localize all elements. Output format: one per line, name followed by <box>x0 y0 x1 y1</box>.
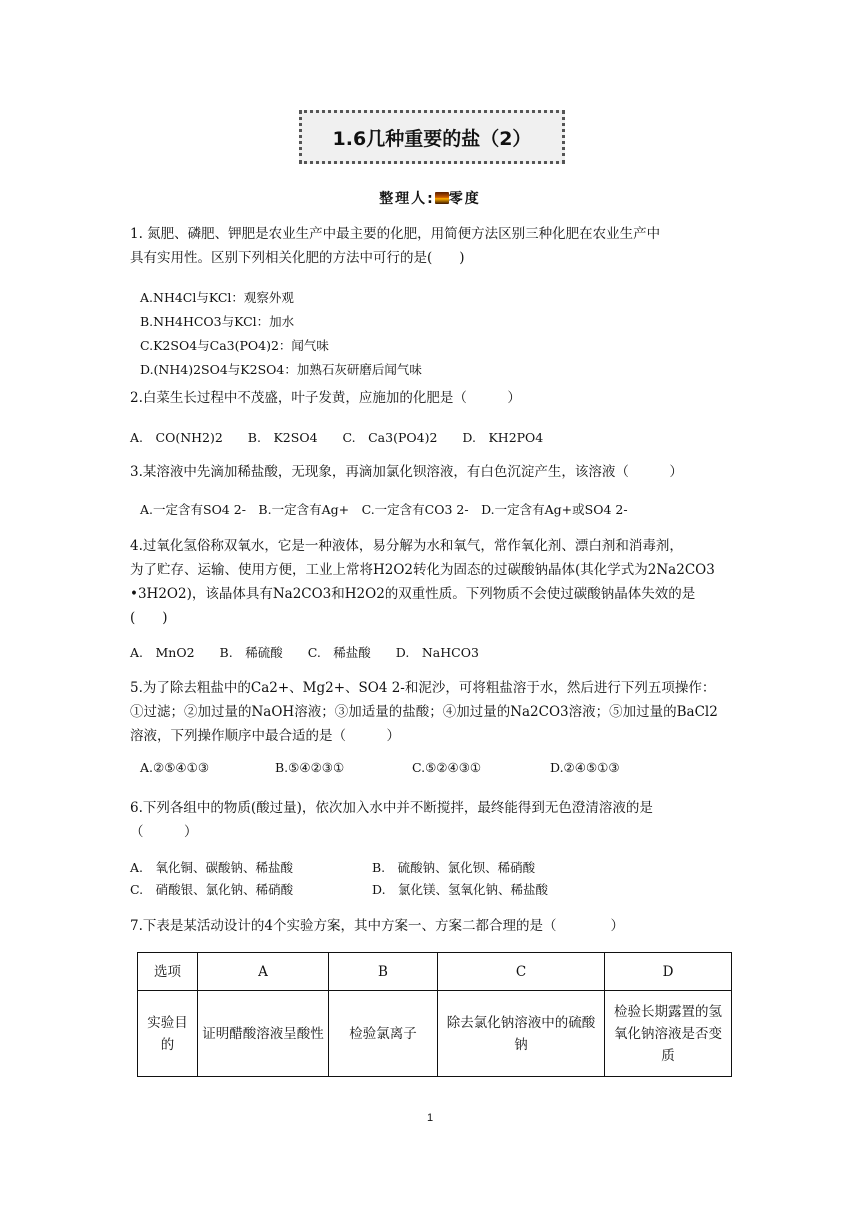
sunset-icon <box>435 192 449 204</box>
table-header-cell: B <box>329 953 438 991</box>
title-box <box>299 110 565 164</box>
author-name: 零度 <box>448 191 481 207</box>
question-7 <box>130 914 750 938</box>
q2-options: A. CO(NH2)2 B. K2SO4 C. Ca3(PO4)2 D. KH2PO4 <box>130 430 544 445</box>
q5-option-a: A.②⑤④①③ <box>140 760 210 775</box>
q4-stem-line4: ( ) <box>130 610 168 626</box>
q6-stem-line2: （ ） <box>130 824 198 840</box>
q5-stem-line3: 溶液，下列操作顺序中最合适的是（ ） <box>130 728 400 744</box>
table-header-cell: C <box>438 953 605 991</box>
author-line <box>0 188 860 208</box>
q6-option-b: B. 硫酸钠、氯化钡、稀硝酸 <box>372 860 536 875</box>
q1-option-b: B.NH4HCO3与KCl：加水 <box>140 314 295 329</box>
question-1 <box>130 222 750 270</box>
q5-option-d: D.②④⑤①③ <box>550 760 620 775</box>
table-row <box>138 991 732 1077</box>
q5-stem-line2: ①过滤；②加过量的NaOH溶液；③加适量的盐酸；④加过量的Na2CO3溶液；⑤加过量的BaCl2 <box>130 704 718 720</box>
question-2 <box>130 386 750 410</box>
q3-options: A.一定含有SO4 2- B.一定含有Ag+ C.一定含有CO3 2- D.一定含有Ag+或SO4 2- <box>140 502 628 517</box>
q4-stem-line2: 为了贮存、运输、使用方便，工业上常将H2O2转化为固态的过碳酸钠晶体(其化学式为2Na2CO3 <box>130 562 715 578</box>
table-cell: 实验目的 <box>138 991 198 1077</box>
question-6 <box>130 796 750 844</box>
page-title: 1.6几种重要的盐（2） <box>332 127 532 150</box>
experiment-table <box>137 952 732 1077</box>
q4-stem-line1: 4.过氧化氢俗称双氧水，它是一种液体，易分解为水和氧气，常作氧化剂、漂白剂和消毒剂， <box>130 538 683 554</box>
table-cell: 除去氯化钠溶液中的硫酸钠 <box>438 991 605 1077</box>
q3-stem: 3.某溶液中先滴加稀盐酸，无现象，再滴加氯化钡溶液，有白色沉淀产生，该溶液（ ） <box>130 464 683 480</box>
question-4 <box>130 534 750 630</box>
q4-options: A. MnO2 B. 稀硫酸 C. 稀盐酸 D. NaHCO3 <box>130 645 479 660</box>
table-header-cell: A <box>198 953 329 991</box>
author-label: 整理人: <box>379 191 435 207</box>
table-header-cell: D <box>605 953 732 991</box>
q7-stem: 7.下表是某活动设计的4个实验方案，其中方案一、方案二都合理的是（ ） <box>130 918 624 934</box>
q1-stem-line2: 具有实用性。区别下列相关化肥的方法中可行的是( ) <box>130 250 465 266</box>
q6-option-d: D. 氯化镁、氢氧化钠、稀盐酸 <box>372 882 549 897</box>
question-3 <box>130 460 750 484</box>
table-cell: 证明醋酸溶液呈酸性 <box>198 991 329 1077</box>
q1-option-d: D.(NH4)2SO4与K2SO4：加熟石灰研磨后闻气味 <box>140 362 422 377</box>
q4-stem-line3: •3H2O2)，该晶体具有Na2CO3和H2O2的双重性质。下列物质不会使过碳酸钠晶体失效的是 <box>130 586 696 602</box>
q5-stem-line1: 5.为了除去粗盐中的Ca2+、Mg2+、SO4 2-和泥沙，可将粗盐溶于水，然后进行下列五项操作： <box>130 680 716 696</box>
q6-stem-line1: 6.下列各组中的物质(酸过量)，依次加入水中并不断搅拌，最终能得到无色澄清溶液的是 <box>130 800 653 816</box>
table-header-row <box>138 953 732 991</box>
table-header-cell: 选项 <box>138 953 198 991</box>
q5-option-b: B.⑤④②③① <box>275 760 345 775</box>
question-5 <box>130 676 750 748</box>
q1-option-c: C.K2SO4与Ca3(PO4)2：闻气味 <box>140 338 329 353</box>
q6-option-a: A. 氧化铜、碳酸钠、稀盐酸 <box>130 860 294 875</box>
q1-stem-line1: 1. 氮肥、磷肥、钾肥是农业生产中最主要的化肥，用简便方法区别三种化肥在农业生产中 <box>130 226 661 242</box>
table-cell: 检验氯离子 <box>329 991 438 1077</box>
q1-option-a: A.NH4Cl与KCl：观察外观 <box>140 290 294 305</box>
q5-option-c: C.⑤②④③① <box>412 760 482 775</box>
q6-option-c: C. 硝酸银、氯化钠、稀硝酸 <box>130 882 294 897</box>
table-cell: 检验长期露置的氢氧化钠溶液是否变质 <box>605 991 732 1077</box>
page-number: 1 <box>426 1112 434 1124</box>
q2-stem: 2.白菜生长过程中不茂盛，叶子发黄，应施加的化肥是（ ） <box>130 390 521 406</box>
